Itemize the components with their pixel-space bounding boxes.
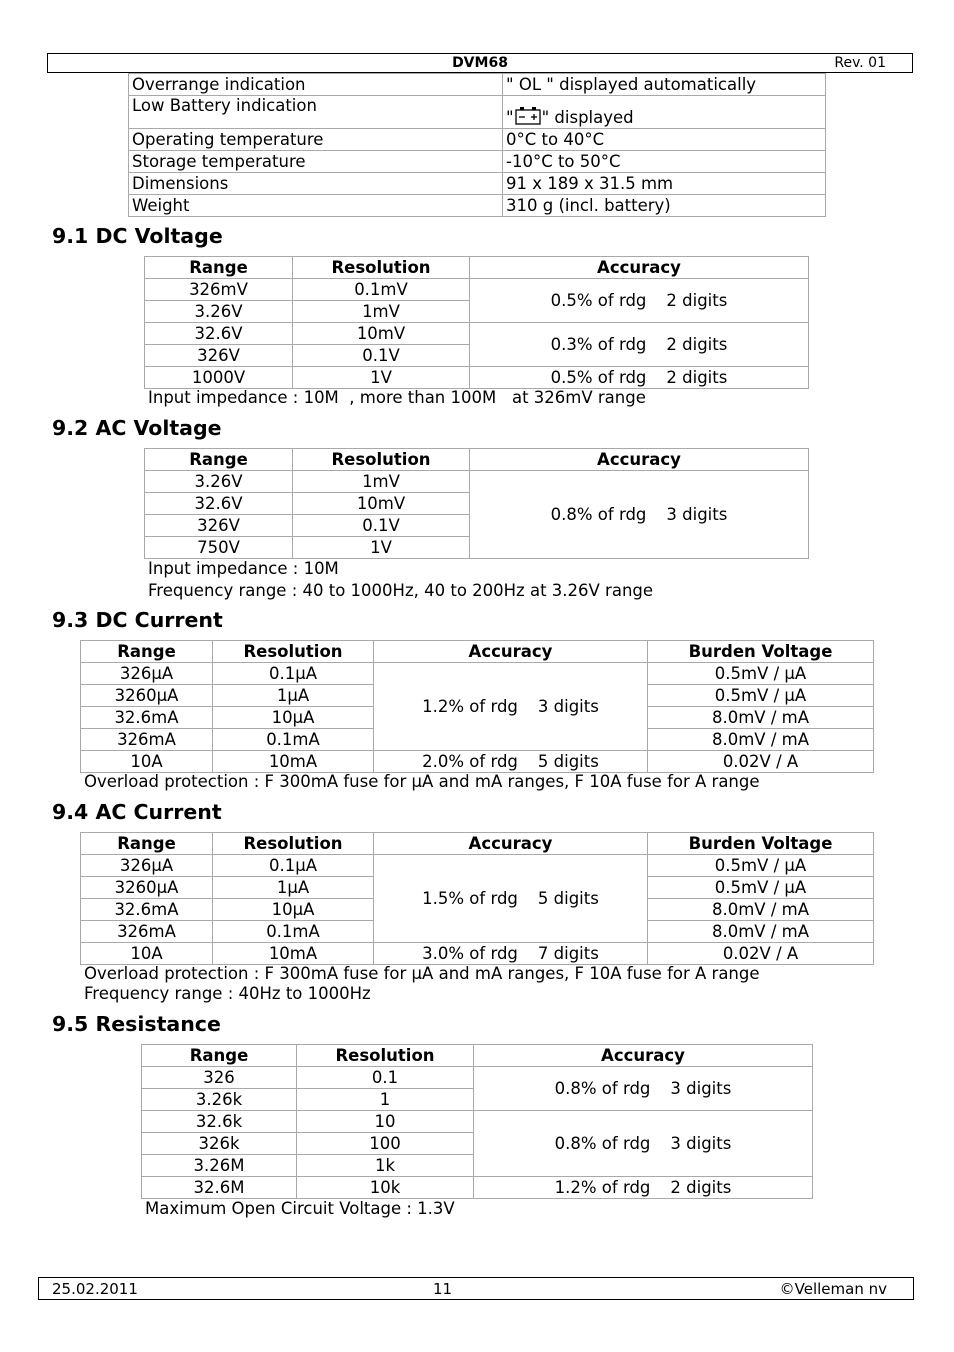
section-title-ac-current: 9.4 AC Current — [52, 800, 222, 824]
accuracy-digits: 7 digits — [537, 943, 599, 963]
col-resolution: Resolution — [293, 449, 470, 471]
resistance-note: Maximum Open Circuit Voltage : 1.3V — [145, 1199, 455, 1218]
cell-resolution: 0.1mV — [293, 279, 470, 301]
cell-resolution: 10mV — [293, 493, 470, 515]
cell-burden: 0.5mV / μA — [648, 855, 874, 877]
cell-range: 326V — [145, 515, 293, 537]
cell-range: 326k — [142, 1133, 297, 1155]
cell-burden: 0.02V / A — [648, 943, 874, 965]
table-row — [145, 323, 809, 345]
cell-accuracy — [374, 663, 648, 751]
cell-range: 326mA — [81, 921, 213, 943]
spec-label: Operating temperature — [129, 129, 503, 151]
col-accuracy: Accuracy — [470, 257, 809, 279]
spec-value: " OL " displayed automatically — [503, 74, 826, 96]
table-row — [145, 279, 809, 301]
spec-value — [503, 96, 826, 129]
accuracy-rdg: 0.5% of rdg — [550, 367, 647, 387]
ac-current-note-frequency: Frequency range : 40Hz to 1000Hz — [84, 984, 371, 1003]
cell-range: 3.26M — [142, 1155, 297, 1177]
col-burden-voltage: Burden Voltage — [648, 833, 874, 855]
cell-range: 326μA — [81, 663, 213, 685]
section-title-ac-voltage: 9.2 AC Voltage — [52, 416, 222, 440]
cell-range: 32.6k — [142, 1111, 297, 1133]
cell-range: 32.6M — [142, 1177, 297, 1199]
spec-value: 91 x 189 x 31.5 mm — [503, 173, 826, 195]
spec-value-suffix: " displayed — [541, 108, 634, 127]
accuracy-rdg: 2.0% of rdg — [422, 751, 518, 771]
page-header — [47, 53, 913, 73]
cell-resolution: 0.1V — [293, 515, 470, 537]
table-row — [129, 151, 826, 173]
spec-value: 0°C to 40°C — [503, 129, 826, 151]
dc-voltage-table — [144, 256, 809, 389]
accuracy-digits: 5 digits — [537, 888, 599, 908]
col-range: Range — [142, 1045, 297, 1067]
table-row — [129, 74, 826, 96]
spec-label: Weight — [129, 195, 503, 217]
footer-date: 25.02.2011 — [52, 1280, 138, 1298]
accuracy-digits: 2 digits — [666, 290, 728, 310]
col-accuracy: Accuracy — [374, 833, 648, 855]
accuracy-rdg: 0.8% of rdg — [554, 1078, 651, 1098]
cell-range: 32.6V — [145, 493, 293, 515]
cell-resolution: 1k — [297, 1155, 474, 1177]
cell-burden: 0.5mV / μA — [648, 877, 874, 899]
col-resolution: Resolution — [293, 257, 470, 279]
cell-accuracy — [474, 1177, 813, 1199]
ac-voltage-note-impedance: Input impedance : 10M — [148, 559, 339, 578]
cell-range: 326mA — [81, 729, 213, 751]
cell-burden: 8.0mV / mA — [648, 899, 874, 921]
col-range: Range — [81, 833, 213, 855]
col-burden-voltage: Burden Voltage — [648, 641, 874, 663]
cell-resolution: 1μA — [213, 877, 374, 899]
accuracy-digits: 2 digits — [670, 1177, 732, 1197]
spec-label: Storage temperature — [129, 151, 503, 173]
dc-current-table — [80, 640, 874, 773]
cell-accuracy — [470, 323, 809, 367]
accuracy-rdg: 1.2% of rdg — [422, 696, 518, 716]
spec-value: -10°C to 50°C — [503, 151, 826, 173]
table-header-row — [81, 641, 874, 663]
dc-voltage-note: Input impedance : 10M , more than 100M at 326mV range — [148, 388, 646, 407]
cell-burden: 8.0mV / mA — [648, 729, 874, 751]
footer-copyright: ©Velleman nv — [779, 1280, 887, 1298]
cell-range: 32.6V — [145, 323, 293, 345]
table-header-row — [81, 833, 874, 855]
cell-resolution: 1 — [297, 1089, 474, 1111]
spec-label: Dimensions — [129, 173, 503, 195]
ac-current-table — [80, 832, 874, 965]
cell-resolution: 0.1mA — [213, 729, 374, 751]
col-resolution: Resolution — [297, 1045, 474, 1067]
cell-burden: 0.5mV / μA — [648, 685, 874, 707]
spec-table — [128, 73, 826, 217]
accuracy-rdg: 0.8% of rdg — [550, 504, 647, 524]
table-row — [145, 367, 809, 389]
cell-range: 326μA — [81, 855, 213, 877]
cell-resolution: 10μA — [213, 899, 374, 921]
cell-resolution: 0.1μA — [213, 663, 374, 685]
col-resolution: Resolution — [213, 641, 374, 663]
table-header-row — [145, 449, 809, 471]
col-resolution: Resolution — [213, 833, 374, 855]
spec-label: Low Battery indication — [129, 96, 503, 129]
col-range: Range — [81, 641, 213, 663]
cell-resolution: 100 — [297, 1133, 474, 1155]
revision: Rev. 01 — [834, 55, 886, 71]
accuracy-rdg: 0.3% of rdg — [550, 334, 647, 354]
table-row — [129, 195, 826, 217]
accuracy-rdg: 0.8% of rdg — [554, 1133, 651, 1153]
cell-range: 326 — [142, 1067, 297, 1089]
spec-value: 310 g (incl. battery) — [503, 195, 826, 217]
table-row — [81, 855, 874, 877]
ac-current-note-overload: Overload protection : F 300mA fuse for μA and mA ranges, F 10A fuse for A range — [84, 964, 760, 983]
cell-accuracy — [374, 943, 648, 965]
cell-resolution: 0.1 — [297, 1067, 474, 1089]
cell-accuracy — [374, 751, 648, 773]
model-name: DVM68 — [452, 55, 508, 71]
table-row — [81, 663, 874, 685]
table-row — [142, 1177, 813, 1199]
section-title-dc-current: 9.3 DC Current — [52, 608, 223, 632]
cell-burden: 0.02V / A — [648, 751, 874, 773]
cell-range: 32.6mA — [81, 899, 213, 921]
cell-resolution: 10k — [297, 1177, 474, 1199]
col-accuracy: Accuracy — [374, 641, 648, 663]
cell-burden: 8.0mV / mA — [648, 707, 874, 729]
cell-resolution: 10mA — [213, 751, 374, 773]
accuracy-digits: 3 digits — [670, 1133, 732, 1153]
cell-range: 326V — [145, 345, 293, 367]
col-range: Range — [145, 257, 293, 279]
cell-range: 326mV — [145, 279, 293, 301]
ac-voltage-table — [144, 448, 809, 559]
cell-burden: 8.0mV / mA — [648, 921, 874, 943]
ac-voltage-note-frequency: Frequency range : 40 to 1000Hz, 40 to 200Hz at 3.26V range — [148, 581, 654, 600]
accuracy-digits: 5 digits — [537, 751, 599, 771]
accuracy-rdg: 3.0% of rdg — [422, 943, 518, 963]
cell-range: 3260μA — [81, 877, 213, 899]
cell-accuracy — [374, 855, 648, 943]
cell-resolution: 10mV — [293, 323, 470, 345]
cell-resolution: 0.1mA — [213, 921, 374, 943]
accuracy-digits: 3 digits — [537, 696, 599, 716]
section-title-dc-voltage: 9.1 DC Voltage — [52, 224, 223, 248]
cell-range: 3260μA — [81, 685, 213, 707]
page-number: 11 — [433, 1280, 453, 1298]
cell-burden: 0.5mV / μA — [648, 663, 874, 685]
accuracy-digits: 2 digits — [666, 334, 728, 354]
table-header-row — [142, 1045, 813, 1067]
accuracy-rdg: 1.2% of rdg — [554, 1177, 651, 1197]
page-footer — [38, 1277, 914, 1300]
cell-range: 10A — [81, 751, 213, 773]
cell-accuracy — [470, 471, 809, 559]
table-row — [81, 751, 874, 773]
accuracy-rdg: 1.5% of rdg — [422, 888, 518, 908]
cell-resolution: 1V — [293, 537, 470, 559]
table-row — [142, 1067, 813, 1089]
cell-range: 1000V — [145, 367, 293, 389]
col-accuracy: Accuracy — [470, 449, 809, 471]
cell-range: 3.26V — [145, 301, 293, 323]
table-row — [81, 943, 874, 965]
cell-resolution: 10 — [297, 1111, 474, 1133]
table-row — [129, 173, 826, 195]
cell-resolution: 0.1V — [293, 345, 470, 367]
table-row — [145, 471, 809, 493]
cell-range: 3.26V — [145, 471, 293, 493]
col-range: Range — [145, 449, 293, 471]
cell-resolution: 0.1μA — [213, 855, 374, 877]
col-accuracy: Accuracy — [474, 1045, 813, 1067]
table-header-row — [145, 257, 809, 279]
section-title-resistance: 9.5 Resistance — [52, 1012, 221, 1036]
table-row — [129, 129, 826, 151]
cell-resolution: 1mV — [293, 471, 470, 493]
cell-accuracy — [474, 1067, 813, 1111]
spec-label: Overrange indication — [129, 74, 503, 96]
accuracy-digits: 3 digits — [666, 504, 728, 524]
cell-accuracy — [470, 367, 809, 389]
dc-current-note: Overload protection : F 300mA fuse for μA and mA ranges, F 10A fuse for A range — [84, 772, 760, 791]
cell-resolution: 1mV — [293, 301, 470, 323]
battery-icon — [514, 106, 542, 126]
cell-resolution: 10mA — [213, 943, 374, 965]
accuracy-digits: 2 digits — [666, 367, 728, 387]
table-row — [129, 96, 826, 129]
cell-resolution: 10μA — [213, 707, 374, 729]
cell-resolution: 1V — [293, 367, 470, 389]
cell-accuracy — [470, 279, 809, 323]
cell-range: 3.26k — [142, 1089, 297, 1111]
accuracy-digits: 3 digits — [670, 1078, 732, 1098]
cell-range: 10A — [81, 943, 213, 965]
cell-resolution: 1μA — [213, 685, 374, 707]
cell-range: 750V — [145, 537, 293, 559]
cell-range: 32.6mA — [81, 707, 213, 729]
accuracy-rdg: 0.5% of rdg — [550, 290, 647, 310]
resistance-table — [141, 1044, 813, 1199]
spec-value-prefix: " — [506, 108, 514, 127]
table-row — [142, 1111, 813, 1133]
cell-accuracy — [474, 1111, 813, 1177]
